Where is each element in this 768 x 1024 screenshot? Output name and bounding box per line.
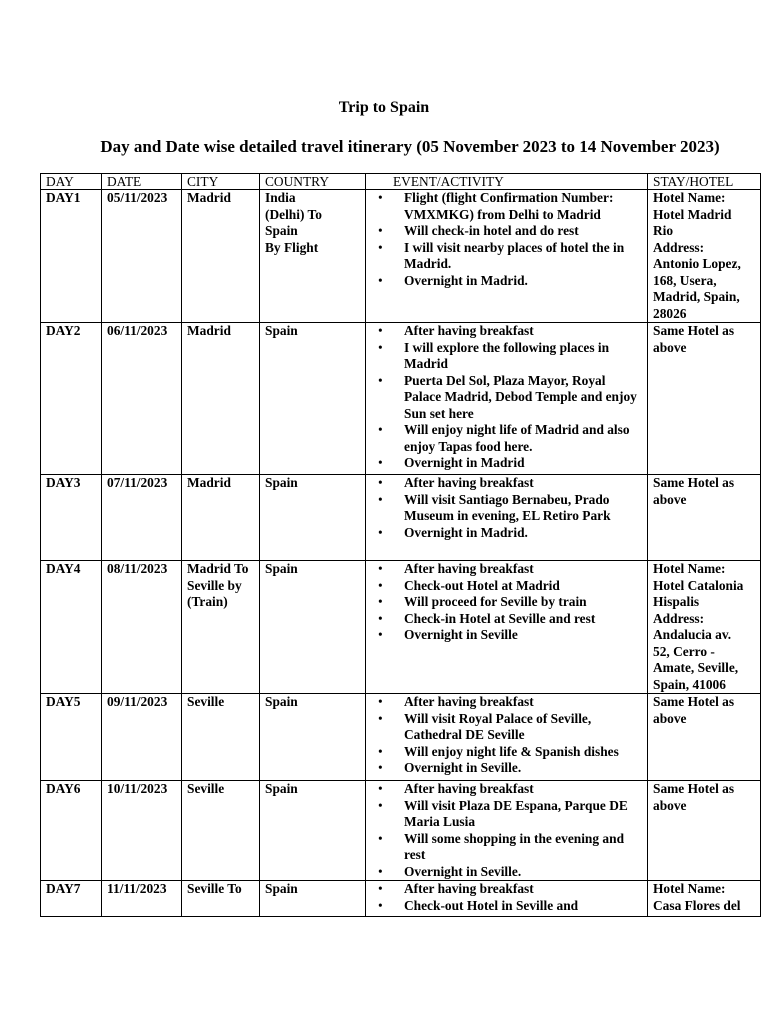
cell-date: 10/11/2023 [102, 781, 182, 881]
cell-day: DAY2 [41, 323, 102, 475]
stay-line: Spain, 41006 [653, 676, 726, 692]
cell-day: DAY1 [41, 190, 102, 323]
stay-line: Address: [653, 239, 705, 255]
event-list [371, 694, 642, 777]
header-stay: STAY/HOTEL [648, 174, 761, 190]
event-item: • I will visit nearby places of hotel the in Madrid. [404, 240, 642, 273]
stay-line: Amate, Seville, [653, 660, 739, 675]
cell-date: 05/11/2023 [102, 190, 182, 323]
stay-line: Andalucia av. [653, 627, 732, 642]
country-line: Spain [265, 561, 298, 576]
country-line: (Delhi) To [265, 206, 322, 222]
header-date: DATE [102, 174, 182, 190]
table-header-row [41, 174, 761, 190]
country-line: Spain [265, 881, 298, 896]
event-item: • After having breakfast [404, 561, 642, 578]
cell-date: 06/11/2023 [102, 323, 182, 475]
table-row [41, 561, 761, 694]
cell-date: 11/11/2023 [102, 881, 182, 917]
cell-event [366, 781, 648, 881]
event-item: • After having breakfast [404, 881, 642, 898]
cell-city: Seville To [182, 881, 260, 917]
stay-line: above [653, 491, 687, 507]
cell-country [260, 475, 366, 561]
cell-city: Madrid To Seville by (Train) [182, 561, 260, 694]
event-item: • Will check-in hotel and do rest [404, 223, 642, 240]
stay-line: Same Hotel as [653, 694, 735, 709]
cell-date: 08/11/2023 [102, 561, 182, 694]
table-row [41, 190, 761, 323]
cell-day: DAY7 [41, 881, 102, 917]
cell-city: Madrid [182, 323, 260, 475]
event-list [371, 475, 642, 541]
stay-line: 28026 [653, 305, 687, 321]
cell-event [366, 323, 648, 475]
event-item: • Flight (flight Confirmation Number: VMXMKG) from Delhi to Madrid [404, 190, 642, 223]
stay-line: above [653, 339, 687, 355]
stay-line: Madrid, Spain, [653, 289, 740, 304]
stay-line: Address: [653, 610, 705, 626]
cell-city: Seville [182, 781, 260, 881]
stay-line: Hotel Name: [653, 561, 726, 576]
table-row [41, 781, 761, 881]
cell-stay [648, 561, 761, 694]
cell-city: Seville [182, 694, 260, 781]
event-list [371, 781, 642, 880]
event-item: • After having breakfast [404, 781, 642, 798]
itinerary-table [40, 173, 761, 917]
cell-country [260, 323, 366, 475]
event-list [371, 561, 642, 644]
document-subtitle: Day and Date wise detailed travel itinerary (05 November 2023 to 14 November 2023) [100, 137, 720, 156]
cell-event [366, 475, 648, 561]
header-city: CITY [182, 174, 260, 190]
event-item: • Will visit Santiago Bernabeu, Prado Museum in evening, EL Retiro Park [404, 492, 642, 525]
header-event: EVENT/ACTIVITY [366, 174, 648, 190]
event-item: • I will explore the following places in Madrid [404, 340, 642, 373]
event-item: • Will enjoy night life & Spanish dishes [404, 744, 642, 761]
stay-line: Casa Flores del [653, 897, 741, 913]
event-item: • Overnight in Madrid. [404, 525, 642, 542]
event-item: • After having breakfast [404, 475, 642, 492]
cell-day: DAY4 [41, 561, 102, 694]
cell-date: 09/11/2023 [102, 694, 182, 781]
country-line: Spain [265, 694, 298, 709]
stay-line: Hotel Catalonia [653, 577, 744, 593]
stay-line: 52, Cerro - [653, 643, 715, 659]
event-item: • After having breakfast [404, 694, 642, 711]
cell-day: DAY3 [41, 475, 102, 561]
cell-day: DAY6 [41, 781, 102, 881]
cell-country [260, 694, 366, 781]
event-item: • Overnight in Madrid [404, 455, 642, 472]
document-title: Trip to Spain [338, 99, 430, 116]
cell-city: Madrid [182, 190, 260, 323]
event-list [371, 323, 642, 472]
cell-stay [648, 694, 761, 781]
event-item: • Check-out Hotel at Madrid [404, 578, 642, 595]
stay-line: Hotel Name: [653, 881, 726, 896]
event-item: • Overnight in Seville. [404, 864, 642, 881]
cell-country [260, 781, 366, 881]
event-item: • Will enjoy night life of Madrid and also enjoy Tapas food here. [404, 422, 642, 455]
event-item: • Overnight in Seville [404, 627, 642, 644]
stay-line: above [653, 710, 687, 726]
cell-city: Madrid [182, 475, 260, 561]
cell-stay [648, 781, 761, 881]
header-day: DAY [41, 174, 102, 190]
table-row [41, 694, 761, 781]
cell-country [260, 561, 366, 694]
country-line: By Flight [265, 239, 319, 255]
event-item: • Check-out Hotel in Seville and [404, 898, 642, 915]
stay-line: Same Hotel as [653, 475, 735, 490]
table-row [41, 323, 761, 475]
cell-stay [648, 190, 761, 323]
stay-line: above [653, 797, 687, 813]
event-list [371, 190, 642, 289]
stay-line: Hispalis [653, 594, 700, 609]
cell-event [366, 881, 648, 917]
event-item: • Will proceed for Seville by train [404, 594, 642, 611]
country-line: Spain [265, 223, 298, 238]
country-line: Spain [265, 323, 298, 338]
table-row [41, 475, 761, 561]
event-list [371, 881, 642, 914]
country-line: Spain [265, 781, 298, 796]
cell-event [366, 190, 648, 323]
cell-event [366, 561, 648, 694]
event-item: • Overnight in Madrid. [404, 273, 642, 290]
cell-country [260, 881, 366, 917]
stay-line: Rio [653, 223, 674, 238]
event-item: • Overnight in Seville. [404, 760, 642, 777]
event-item: • Check-in Hotel at Seville and rest [404, 611, 642, 628]
cell-event [366, 694, 648, 781]
cell-stay [648, 881, 761, 917]
event-item: • Will visit Royal Palace of Seville, Cathedral DE Seville [404, 711, 642, 744]
event-item: • Will visit Plaza DE Espana, Parque DE Maria Lusia [404, 798, 642, 831]
event-item: • After having breakfast [404, 323, 642, 340]
cell-stay [648, 475, 761, 561]
stay-line: Hotel Madrid [653, 206, 732, 222]
stay-line: Same Hotel as [653, 323, 735, 338]
cell-date: 07/11/2023 [102, 475, 182, 561]
cell-country [260, 190, 366, 323]
event-item: • Will some shopping in the evening and rest [404, 831, 642, 864]
cell-stay [648, 323, 761, 475]
event-item: • Puerta Del Sol, Plaza Mayor, Royal Palace Madrid, Debod Temple and enjoy Sun set here [404, 373, 642, 423]
stay-line: 168, Usera, [653, 272, 717, 288]
cell-day: DAY5 [41, 694, 102, 781]
country-line: India [265, 190, 296, 205]
country-line: Spain [265, 475, 298, 490]
header-country: COUNTRY [260, 174, 366, 190]
stay-line: Same Hotel as [653, 781, 735, 796]
table-row [41, 881, 761, 917]
stay-line: Hotel Name: [653, 190, 726, 205]
stay-line: Antonio Lopez, [653, 256, 741, 271]
